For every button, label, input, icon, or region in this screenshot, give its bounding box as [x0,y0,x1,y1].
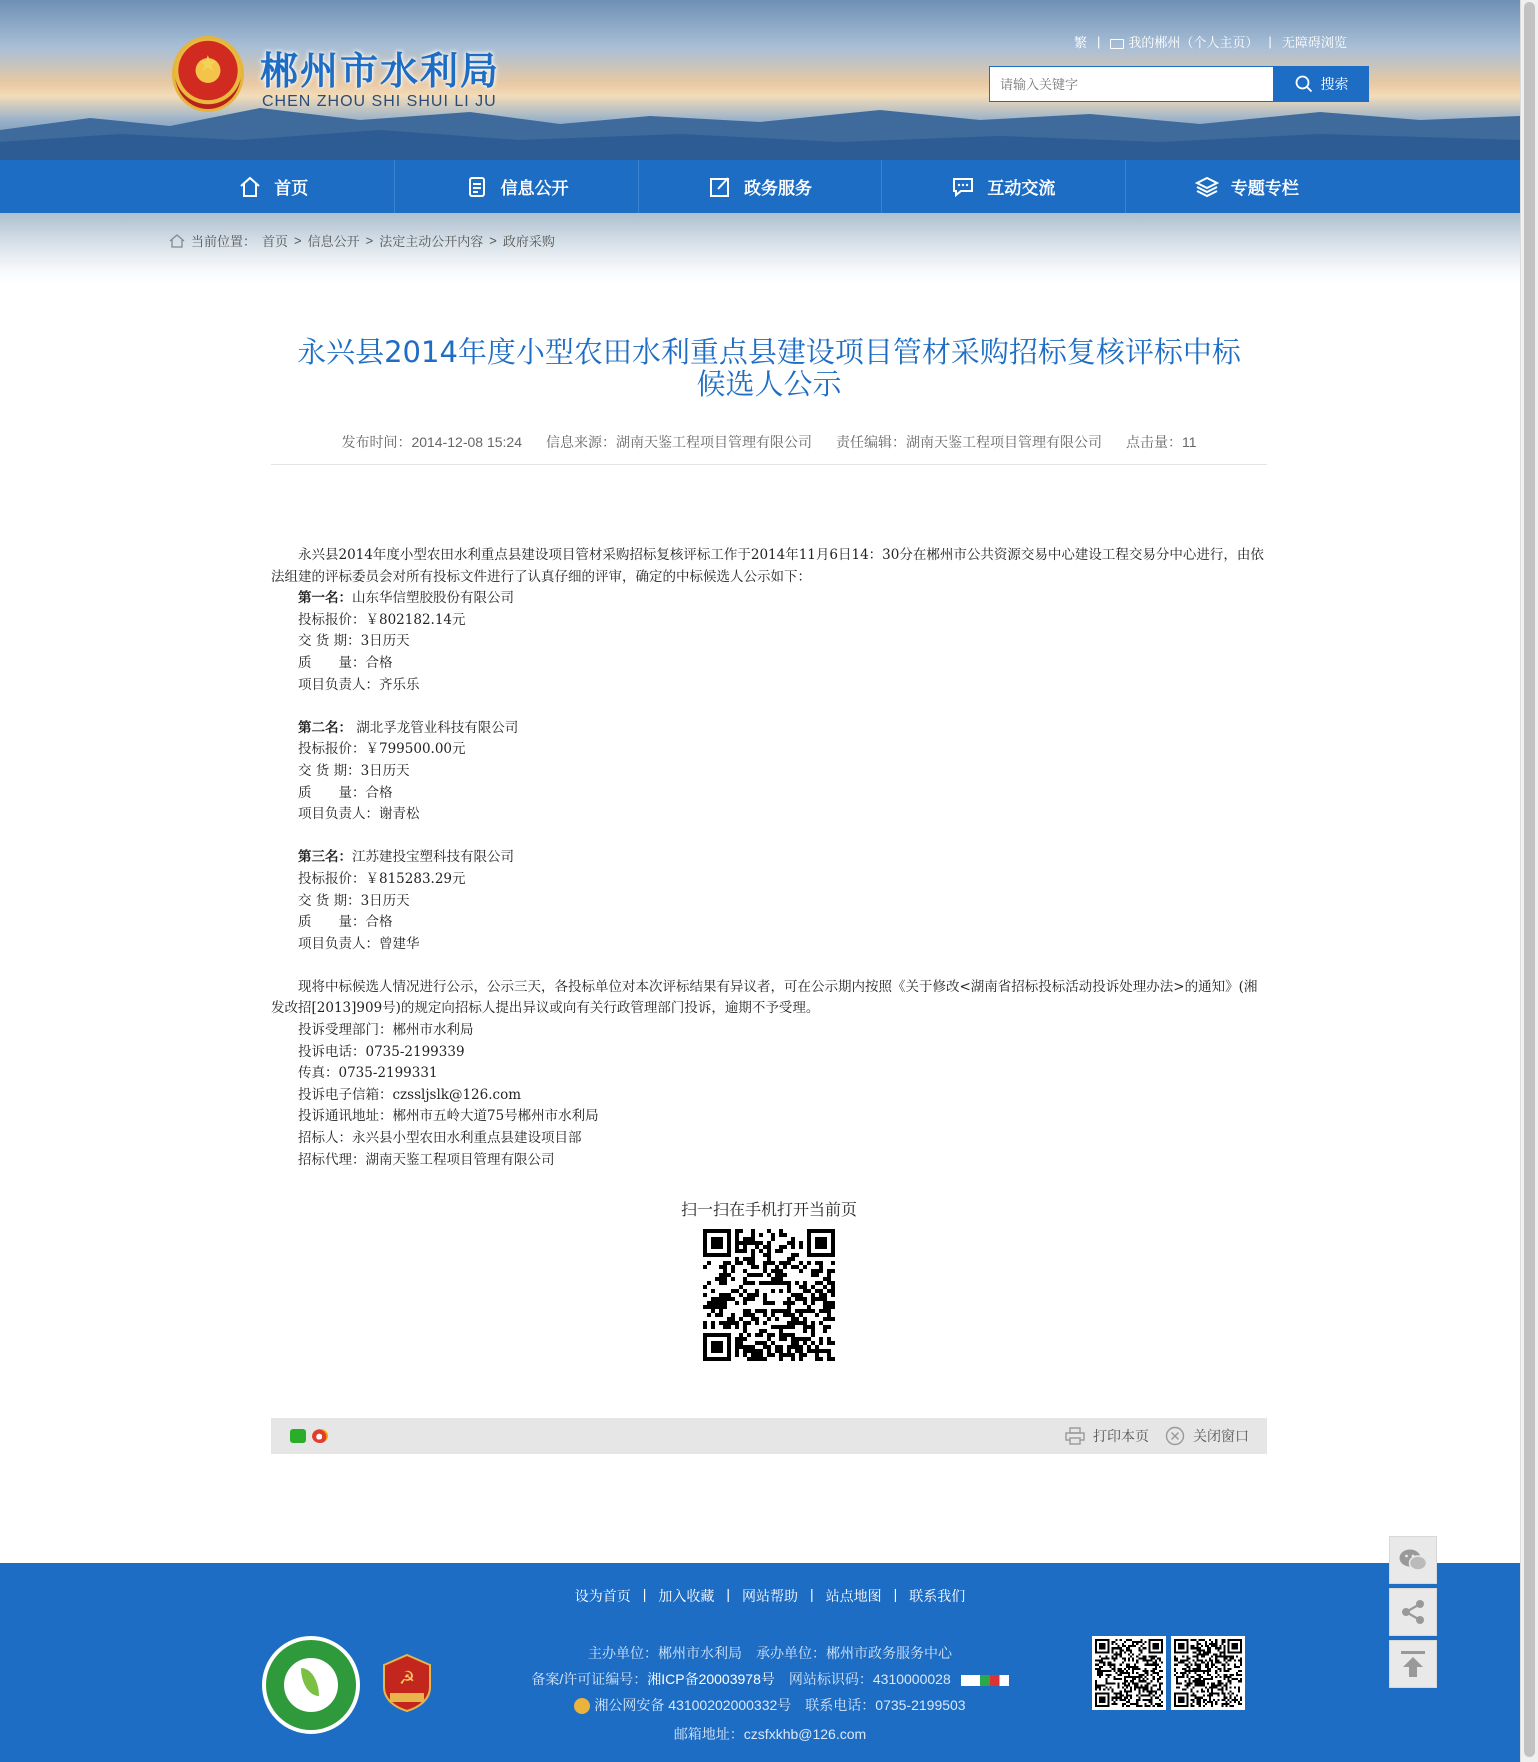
share-icons [290,1429,328,1443]
click-count: 点击量：11 [1126,434,1197,450]
breadcrumb-prefix: 当前位置： [191,234,257,249]
nav-item-home[interactable] [152,160,395,213]
nav-item-services[interactable] [639,160,882,213]
candidate-manager: 项目负责人：齐乐乐 [298,676,420,693]
wechat-share-icon[interactable] [290,1429,306,1443]
civilized-website-badge[interactable] [262,1636,360,1734]
share-actions [1065,1426,1249,1446]
traditional-chinese-link[interactable]: 繁 [1074,35,1088,50]
footer-link-set-home[interactable]: 设为首页 [574,1588,631,1604]
article-title-line: 候选人公示 [696,367,842,401]
footer-qr-code-2 [1171,1636,1245,1710]
weibo-share-icon[interactable] [312,1429,328,1443]
candidate-rank: 第三名： [298,849,352,866]
scrollbar-thumb[interactable] [1524,2,1535,1757]
article-meta [271,432,1267,452]
candidate-manager: 项目负责人：谢青松 [298,806,420,823]
separator: | [1268,34,1272,49]
document-icon [465,175,489,199]
national-emblem-icon: ★ [172,36,244,112]
separator: | [1097,34,1101,49]
tenderer: 招标人：永兴县小型农田水利重点县建设项目部 [298,1130,582,1147]
site-subtitle: CHEN ZHOU SHI SHUI LI JU [262,93,497,110]
candidate-1-name [271,588,1267,610]
candidate-rank: 第一名： [298,590,352,607]
separator: | [642,1586,647,1602]
nav-label: 互动交流 [987,179,1056,198]
my-chenzhou-label: 我的郴州（个人主页） [1128,35,1259,50]
back-to-top-icon [1400,1650,1426,1678]
footer-email: 邮箱地址：czsfxkhb@126.com [673,1726,867,1742]
spacer [271,826,1267,848]
wechat-icon [1398,1547,1428,1573]
print-label: 打印本页 [1093,1428,1149,1444]
candidate-company: 湖北孚龙管业科技有限公司 [352,719,519,736]
candidate-quality: 质 量：合格 [298,654,393,671]
candidate-price: 投标报价：￥802182.14元 [298,611,466,628]
article-title-line: 永兴县2014年度小型农田水利重点县建设项目管材采购招标复核评标中标 [297,335,1241,369]
my-chenzhou-link[interactable] [1110,32,1258,51]
candidate-quality: 质 量：合格 [298,784,393,801]
qr-caption: 扫一扫在手机打开当前页 [680,1202,857,1219]
site-title: 郴州市水利局 [260,49,501,93]
share-icon [1399,1598,1427,1626]
close-icon [1165,1426,1185,1446]
publish-time: 发布时间：2014-12-08 15:24 [341,434,522,450]
candidate-company: 山东华信塑胶股份有限公司 [352,590,514,607]
complaint-address: 投诉通讯地址：郴州市五岭大道75号郴州市水利局 [298,1108,599,1125]
breadcrumb-item[interactable]: 法定主动公开内容 [379,234,484,249]
site-id: 网站标识码：4310000028 [788,1671,951,1687]
search-button[interactable] [1274,66,1369,102]
search-box [989,66,1369,102]
nav-label: 首页 [274,179,309,198]
icp-label: 备案/许可证编号： [531,1671,648,1687]
page-qr-code [703,1229,835,1361]
candidate-quality: 质 量：合格 [298,914,393,931]
icp-number[interactable]: 湘ICP备20003978号 [647,1671,775,1687]
search-button-label: 搜索 [1320,76,1349,92]
candidate-3-name [271,847,1267,869]
complaint-email: 投诉电子信箱：czssljslk@126.com [298,1086,522,1103]
monitor-icon [1110,39,1124,49]
party-government-badge[interactable] [380,1653,434,1713]
candidate-price: 投标报价：￥799500.00元 [298,741,466,758]
search-input[interactable] [989,66,1274,102]
article-body [271,545,1267,1171]
candidate-manager: 项目负责人：曾建华 [298,935,420,952]
breadcrumb-separator: > [489,233,497,248]
nav-item-interaction[interactable] [882,160,1125,213]
nav-label: 信息公开 [500,179,569,198]
spacer [271,955,1267,977]
candidate-rank: 第二名： [298,719,352,736]
cnzz-icon[interactable] [961,1675,1009,1686]
breadcrumb [169,231,555,250]
breadcrumb-separator: > [365,233,374,248]
footer-links [0,1586,1538,1606]
info-source: 信息来源：湖南天鉴工程项目管理有限公司 [546,434,812,450]
back-to-top-button[interactable] [1389,1640,1437,1688]
home-icon [169,234,185,248]
breadcrumb-item[interactable]: 首页 [262,234,289,249]
divider [271,464,1267,465]
print-button[interactable] [1065,1426,1149,1446]
footer-organizer: 主办单位：郴州市水利局 承办单位：郴州市政务服务中心 [588,1645,952,1661]
footer-link-contact[interactable]: 联系我们 [909,1588,966,1604]
printer-icon [1065,1427,1085,1445]
tender-agent: 招标代理：湖南天鉴工程项目管理有限公司 [298,1151,555,1168]
accessibility-link[interactable]: 无障碍浏览 [1281,35,1347,50]
complaint-department: 投诉受理部门：郴州市水利局 [298,1022,474,1039]
police-record[interactable]: 湘公网安备 43100202000332号 联系电话：0735-2199503 [594,1697,966,1713]
notice-paragraph: 现将中标候选人情况进行公示，公示三天，各投标单位对本次评标结果有异议者，可在公示期内按照《关于修改<湖南省招标投标活动投诉处理办法>的通知》(湘发改招[2013]909号)的规定向招标人提出异议或向有关行政管理部门投诉，逾期不予受理。 [271,978,1258,1017]
wechat-float-button[interactable] [1389,1536,1437,1584]
share-bar [271,1418,1267,1454]
chat-icon [951,175,975,199]
fax: 传真：0735-2199331 [298,1065,438,1082]
share-float-button[interactable] [1389,1588,1437,1636]
footer-link-sitemap[interactable]: 站点地图 [825,1588,882,1604]
article-title [271,336,1267,400]
candidate-company: 江苏建投宝塑科技有限公司 [352,849,514,866]
footer-qr-code-1 [1092,1636,1166,1710]
nav-label: 专题专栏 [1230,179,1299,198]
candidate-delivery: 交 货 期：3日历天 [298,633,410,650]
layers-icon [1195,175,1219,199]
candidate-2-name [271,718,1267,740]
candidate-delivery: 交 货 期：3日历天 [298,762,410,779]
search-icon [1295,75,1313,93]
footer-link-help[interactable]: 网站帮助 [742,1588,798,1604]
svg-text:☭: ☭ [398,1668,416,1689]
breadcrumb-separator: > [294,233,302,248]
nav-item-topics[interactable] [1126,160,1368,213]
edit-icon [708,175,732,199]
responsible-editor: 责任编辑：湖南天鉴工程项目管理有限公司 [836,434,1102,450]
main-nav [0,160,1520,213]
close-window-button[interactable] [1165,1426,1249,1446]
breadcrumb-item[interactable]: 政府采购 [502,234,555,249]
footer-icp [500,1669,1040,1689]
breadcrumb-item[interactable]: 信息公开 [307,234,360,249]
police-badge-icon [574,1698,590,1714]
intro-paragraph: 永兴县2014年度小型农田水利重点县建设项目管材采购招标复核评标工作于2014年11月6日14：30分在郴州市公共资源交易中心建设工程交易分中心进行，由依法组建的评标委员会对所有投标文件进行了认真仔细的评审，确定的中标候选人公示如下： [271,547,1264,585]
footer-link-favorite[interactable]: 加入收藏 [658,1588,715,1604]
candidate-price: 投标报价：￥815283.29元 [298,870,466,887]
complaint-phone: 投诉电话：0735-2199339 [298,1043,465,1060]
home-icon [238,175,262,199]
header-banner [0,0,1520,160]
footer-police [500,1695,1040,1715]
nav-label: 政务服务 [744,179,813,198]
spacer [271,696,1267,718]
page-scrollbar[interactable] [1520,0,1538,1762]
close-label: 关闭窗口 [1193,1428,1249,1444]
separator: | [893,1586,898,1602]
separator: | [810,1586,814,1602]
candidate-delivery: 交 货 期：3日历天 [298,892,410,909]
separator: | [726,1586,730,1602]
top-links [1074,32,1347,51]
nav-item-info[interactable] [395,160,638,213]
